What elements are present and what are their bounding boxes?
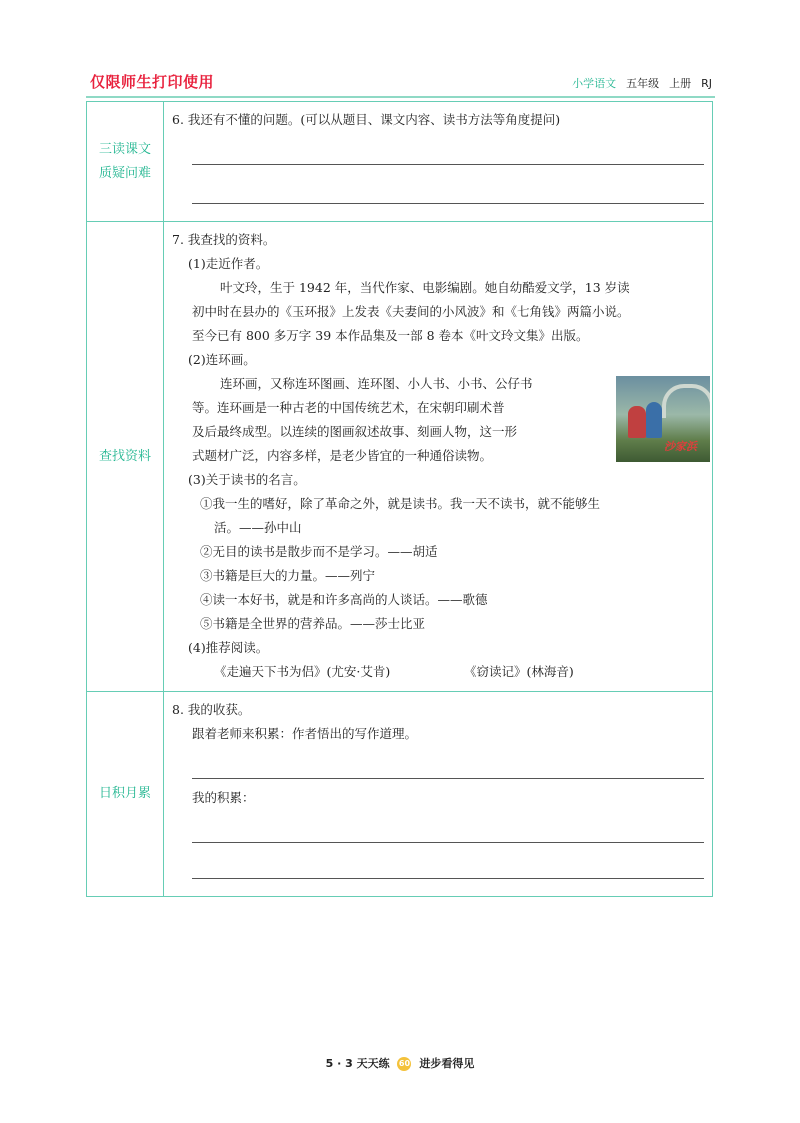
header-edition: RJ — [701, 77, 712, 90]
question-7: 7. 我查找的资料。 — [172, 232, 276, 247]
section-label-questions — [87, 102, 164, 221]
accumulation-prompt: 跟着老师来积累：作者悟出的写作道理。 — [192, 726, 418, 741]
answer-line[interactable] — [192, 164, 704, 165]
worksheet-table — [86, 101, 713, 897]
answer-line[interactable] — [192, 842, 704, 843]
reading-heading: (4)推荐阅读。 — [188, 640, 269, 655]
quote-item: ①我一生的嗜好，除了革命之外，就是读书。我一天不读书，就不能够生 — [200, 496, 601, 511]
quote-item: ④读一本好书，就是和许多高尚的人谈话。——歌德 — [200, 592, 488, 607]
my-accumulation-label: 我的积累： — [192, 790, 255, 805]
header-title: 仅限师生打印使用 — [90, 73, 215, 91]
answer-line[interactable] — [192, 203, 704, 204]
section-label-research: 查找资料 — [87, 222, 164, 691]
comic-text-line: 连环画，又称连环图画、连环图、小人书、小书、公仔书 — [220, 376, 533, 391]
section-label-line-1: 三读课文 — [98, 141, 151, 157]
author-text-line: 叶文玲，生于 1942 年，当代作家、电影编剧。她自幼酷爱文学，13 岁读 — [220, 280, 630, 295]
answer-line[interactable] — [192, 778, 704, 779]
question-6: 6. 我还有不懂的问题。(可以从题目、课文内容、读书方法等角度提问) — [172, 112, 561, 127]
section-label-accumulation: 日积月累 — [87, 692, 164, 896]
row-questions — [87, 102, 712, 222]
author-heading: (1)走近作者。 — [188, 256, 269, 271]
quotes-heading: (3)关于读书的名言。 — [188, 472, 306, 487]
comic-text-line: 等。连环画是一种古老的中国传统艺术，在宋朝印刷术普 — [192, 400, 505, 415]
comic-illustration-title: 沙家浜 — [664, 440, 697, 453]
header-grade: 五年级 — [626, 77, 660, 90]
quote-item: ⑤书籍是全世界的营养品。——莎士比亚 — [200, 616, 426, 631]
header-divider — [86, 96, 715, 98]
footer-brand: 5 · 3 天天练 — [325, 1057, 390, 1070]
author-text-line: 至今已有 800 多万字 39 本作品集及一部 8 卷本《叶文玲文集》出版。 — [192, 328, 589, 343]
section-content-questions — [164, 102, 712, 221]
section-label-line-2: 质疑问难 — [98, 165, 151, 181]
book-recommendation: 《走遍天下书为侣》(尤安·艾肯) — [214, 664, 391, 679]
comic-text-line: 及后最终成型。以连续的图画叙述故事、刻画人物，这一形 — [192, 424, 518, 439]
footer-slogan: 进步看得见 — [419, 1057, 475, 1070]
question-8: 8. 我的收获。 — [172, 702, 251, 717]
quote-item: 活。——孙中山 — [214, 520, 302, 535]
author-text-line: 初中时在县办的《玉环报》上发表《夫妻间的小风波》和《七角钱》两篇小说。 — [192, 304, 630, 319]
page-footer — [0, 1055, 800, 1071]
page-number-badge: 60 — [397, 1057, 411, 1071]
header-meta — [572, 75, 712, 91]
answer-line[interactable] — [192, 878, 704, 879]
quote-item: ③书籍是巨大的力量。——列宁 — [200, 568, 376, 583]
section-content-accumulation — [164, 692, 712, 896]
header-subject: 小学语文 — [572, 77, 617, 90]
quote-item: ②无目的读书是散步而不是学习。——胡适 — [200, 544, 438, 559]
row-accumulation — [87, 692, 712, 896]
comic-text-line: 式题材广泛，内容多样，是老少皆宜的一种通俗读物。 — [192, 448, 493, 463]
book-recommendation: 《窃读记》(林海音) — [464, 664, 574, 679]
header-volume: 上册 — [669, 77, 692, 90]
comic-heading: (2)连环画。 — [188, 352, 256, 367]
comic-illustration-image — [616, 376, 710, 462]
